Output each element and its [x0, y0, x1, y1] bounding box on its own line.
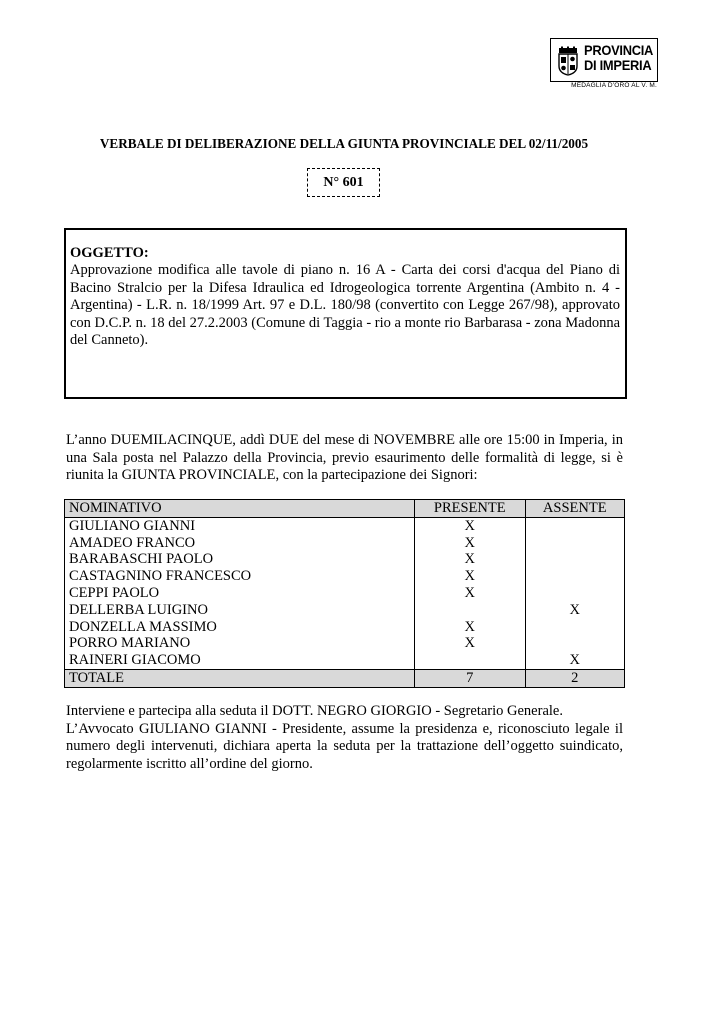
closing-paragraph: [66, 703, 623, 773]
subject-text: Approvazione modifica alle tavole di piano n. 16 A - Carta dei corsi d'acqua del Piano di Bacino Stralcio per la Difesa Idraulica ed Idrogeologica torrente Argentina (Ambito n. 4 - Argentina) - L.R. n. 18/1999 Art. 97 e D.L. 180/98 (convertito con Legge 267/98), approvato con D.C.P. n. 18 del 27.2.2003 (Comune di Taggia - rio a monte rio Barbarasa - zona Madonna del Canneto).: [70, 262, 621, 349]
table-header-row: [65, 500, 625, 518]
member-name: DELLERBA LUIGINO: [65, 602, 415, 619]
member-name: CEPPI PAOLO: [65, 585, 415, 602]
absent-mark: [525, 535, 625, 552]
present-mark: X: [415, 585, 526, 602]
table-row: [65, 652, 625, 669]
member-name: AMADEO FRANCO: [65, 535, 415, 552]
table-row: [65, 551, 625, 568]
table-row: [65, 619, 625, 636]
present-mark: X: [415, 551, 526, 568]
secretary-line: Interviene e partecipa alla seduta il DOTT. NEGRO GIORGIO - Segretario Generale.: [66, 703, 563, 719]
subject-box: [64, 228, 627, 399]
table-row: [65, 535, 625, 552]
absent-mark: [525, 517, 625, 534]
subject-label: OGGETTO:: [70, 245, 149, 261]
table-row: [65, 517, 625, 534]
province-logo: [550, 38, 658, 82]
present-mark: X: [415, 535, 526, 552]
president-line: L’Avvocato GIULIANO GIANNI - Presidente, assume la presidenza e, riconosciuto legale il numero degli intervenuti, dichiara aperta la seduta per la trattazione dell’oggetto suindicato, regolarmente iscritto all’ordine del giorno.: [66, 720, 623, 772]
member-name: BARABASCHI PAOLO: [65, 551, 415, 568]
present-mark: [415, 652, 526, 669]
absent-mark: [525, 619, 625, 636]
header-name: NOMINATIVO: [65, 500, 415, 518]
document-title: VERBALE DI DELIBERAZIONE DELLA GIUNTA PROVINCIALE DEL 02/11/2005: [99, 136, 589, 151]
table-row: [65, 602, 625, 619]
total-present: 7: [415, 669, 526, 687]
present-mark: [415, 602, 526, 619]
logo-line-1: PROVINCIA: [584, 42, 654, 58]
member-name: CASTAGNINO FRANCESCO: [65, 568, 415, 585]
present-mark: X: [415, 619, 526, 636]
table-row: [65, 585, 625, 602]
member-name: PORRO MARIANO: [65, 635, 415, 652]
header-absent: ASSENTE: [525, 500, 625, 518]
member-name: GIULIANO GIANNI: [65, 517, 415, 534]
member-name: DONZELLA MASSIMO: [65, 619, 415, 636]
member-name: RAINERI GIACOMO: [65, 652, 415, 669]
deliberation-number: N° 601: [307, 168, 380, 197]
absent-mark: [525, 568, 625, 585]
table-row: [65, 568, 625, 585]
present-mark: X: [415, 568, 526, 585]
absent-mark: [525, 551, 625, 568]
coat-of-arms-icon: [557, 46, 579, 76]
present-mark: X: [415, 635, 526, 652]
intro-paragraph: L’anno DUEMILACINQUE, addì DUE del mese di NOVEMBRE alle ore 15:00 in Imperia, in una Sala posta nel Palazzo della Provincia, previo esaurimento delle formalità di legge, si è riunita la GIUNTA PROVINCIALE, con la partecipazione dei Signori:: [66, 432, 623, 484]
logo-line-2: DI IMPERIA: [584, 57, 652, 73]
present-mark: X: [415, 517, 526, 534]
total-label: TOTALE: [65, 669, 415, 687]
attendance-table: [64, 499, 625, 688]
absent-mark: [525, 635, 625, 652]
absent-mark: X: [525, 652, 625, 669]
table-row: [65, 635, 625, 652]
total-absent: 2: [525, 669, 625, 687]
absent-mark: [525, 585, 625, 602]
logo-wordmark: [584, 43, 653, 73]
absent-mark: X: [525, 602, 625, 619]
table-total-row: [65, 669, 625, 687]
logo-subtitle: MEDAGLIA D'ORO AL V. M.: [571, 82, 657, 89]
header-present: PRESENTE: [415, 500, 526, 518]
